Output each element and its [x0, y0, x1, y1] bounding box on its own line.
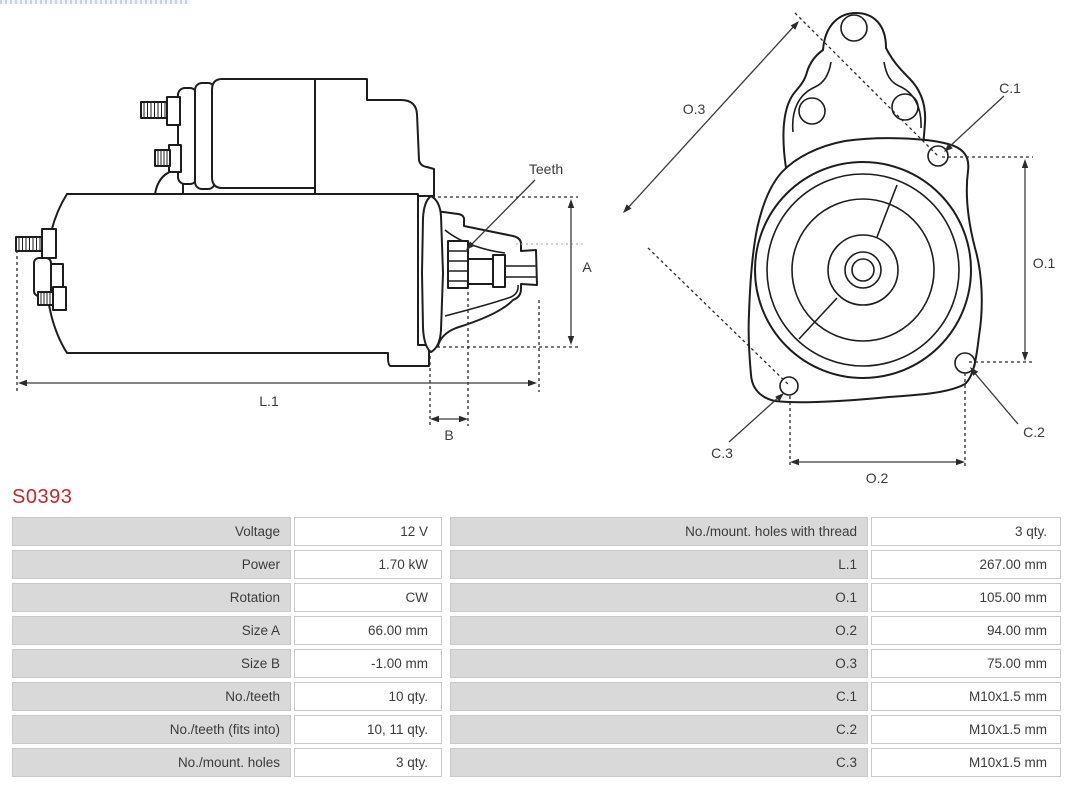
- spec-label-cell: C.3: [450, 748, 868, 777]
- solenoid-terminal-bracket-top: [167, 97, 180, 125]
- spec-value-cell: 105.00 mm: [871, 583, 1061, 612]
- spec-label-cell: C.1: [450, 682, 868, 711]
- spec-value-cell: 94.00 mm: [871, 616, 1061, 645]
- spec-label-cell: Size B: [12, 649, 291, 678]
- spec-table-left: [12, 517, 442, 777]
- mounting-flange-front: [749, 138, 982, 402]
- dim-label-b: B: [444, 427, 454, 443]
- dim-label-c2: C.2: [1023, 424, 1045, 440]
- pinion-shaft: [468, 259, 493, 284]
- spec-value-cell: 1.70 kW: [294, 550, 442, 579]
- spec-label-cell: No./teeth (fits into): [12, 715, 291, 744]
- spec-label-cell: Rotation: [12, 583, 291, 612]
- dim-label-a: A: [582, 259, 592, 275]
- side-view: [16, 79, 537, 366]
- dim-label-c3: C.3: [711, 445, 733, 461]
- dim-label-teeth: Teeth: [528, 161, 564, 177]
- spec-value-cell: M10x1.5 mm: [871, 682, 1061, 711]
- spec-label-cell: O.3: [450, 649, 868, 678]
- motor-body: [46, 194, 429, 366]
- solenoid-terminal-stud-low: [155, 150, 170, 166]
- dim-label-o1: O.1: [1032, 255, 1056, 271]
- spec-value-cell: 75.00 mm: [871, 649, 1061, 678]
- lower-bolt-bracket: [53, 287, 66, 310]
- spec-value-cell: M10x1.5 mm: [871, 748, 1061, 777]
- dim-label-l1: L.1: [259, 393, 279, 409]
- terminal-block: [42, 229, 56, 258]
- spec-value-cell: CW: [294, 583, 442, 612]
- spec-value-cell: 66.00 mm: [294, 616, 442, 645]
- spec-label-cell: Voltage: [12, 517, 291, 546]
- solenoid-body: [212, 79, 315, 188]
- spec-label-cell: Power: [12, 550, 291, 579]
- spec-value-cell: 10 qty.: [294, 682, 442, 711]
- spec-label-cell: Size A: [12, 616, 291, 645]
- spec-value-cell: -1.00 mm: [294, 649, 442, 678]
- spec-label-cell: No./teeth: [12, 682, 291, 711]
- part-number: S0393: [12, 486, 73, 508]
- shaft-stop: [493, 255, 505, 287]
- dim-label-c1: C.1: [999, 80, 1021, 96]
- spec-label-cell: No./mount. holes: [12, 748, 291, 777]
- dim-label-o2: O.2: [865, 470, 889, 486]
- mounting-flange-edge: [422, 196, 443, 352]
- spec-value-cell: 3 qty.: [871, 517, 1061, 546]
- spec-value-cell: M10x1.5 mm: [871, 715, 1061, 744]
- front-view: [749, 13, 982, 402]
- spec-label-cell: O.1: [450, 583, 868, 612]
- yoke-step: [315, 79, 434, 196]
- lower-bolt: [38, 292, 53, 305]
- spec-label-cell: No./mount. holes with thread: [450, 517, 868, 546]
- spec-table-right: [450, 517, 1061, 777]
- spec-label-cell: O.2: [450, 616, 868, 645]
- spec-label-cell: C.2: [450, 715, 868, 744]
- spec-label-cell: L.1: [450, 550, 868, 579]
- dim-label-o3: O.3: [682, 101, 706, 117]
- connector-block: [34, 258, 51, 296]
- spec-value-cell: 12 V: [294, 517, 442, 546]
- spec-value-cell: 267.00 mm: [871, 550, 1061, 579]
- spec-value-cell: 3 qty.: [294, 748, 442, 777]
- spec-value-cell: 10, 11 qty.: [294, 715, 442, 744]
